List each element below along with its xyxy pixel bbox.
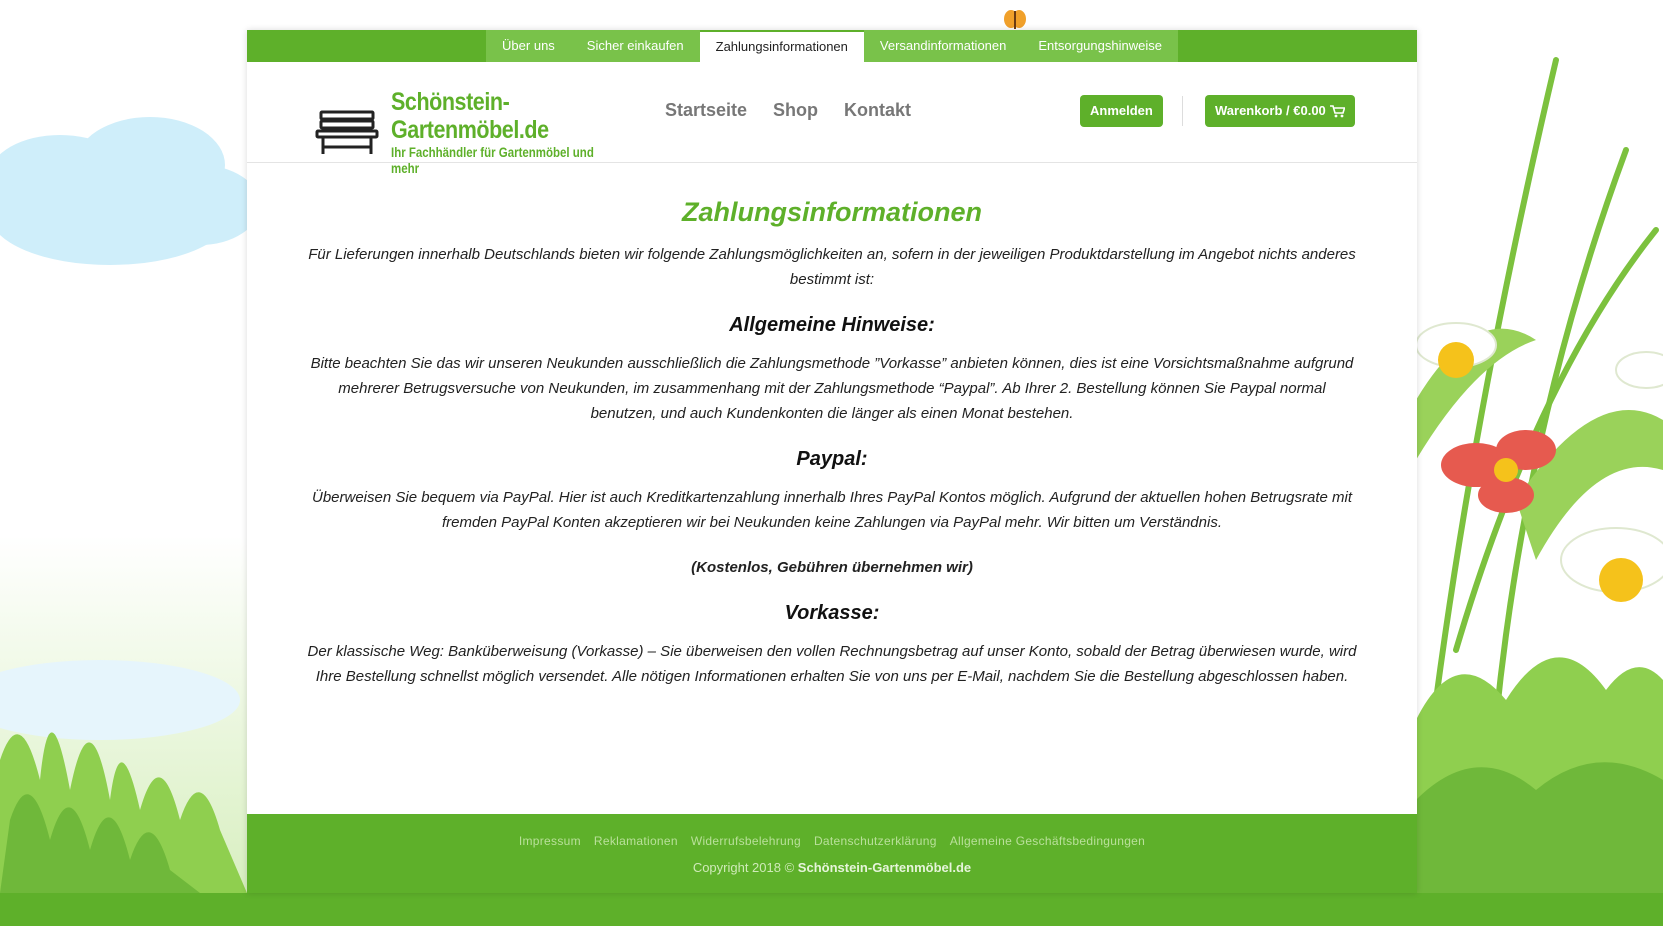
tab-versandinformationen[interactable]: Versandinformationen: [864, 30, 1022, 62]
butterfly-icon: [1002, 6, 1028, 32]
section-text-paypal: Überweisen Sie bequem via PayPal. Hier ist auch Kreditkartenzahlung innerhalb Ihres PayPal Kontos möglich. Aufgrund der aktuellen hohen Betrugsrate mit fremden PayPal Konten akzeptieren wir bei Neukunden keine Zahlungen via PayPal mehr. Wir bitten um Verständnis.: [311, 489, 1353, 531]
footer-link-impressum[interactable]: Impressum: [518, 834, 581, 848]
nav-shop[interactable]: Shop: [773, 100, 819, 120]
copyright-prefix: Copyright 2018 ©: [692, 860, 795, 875]
intro-text: Für Lieferungen innerhalb Deutschlands bieten wir folgende Zahlungsmöglichkeiten an, sofern in der jeweiligen Produktdarstellung im Angebot nichts anderes bestimmt ist:: [308, 246, 1356, 288]
tab-ueber-uns[interactable]: Über uns: [486, 30, 571, 62]
site-header: [247, 62, 1417, 176]
header-divider: [1182, 96, 1183, 126]
section-text-vorkasse: Der klassische Weg: Banküberweisung (Vorkasse) – Sie überweisen den vollen Rechnungsbetrag auf unser Konto, sobald der Betrag überwiesen wurde, wird Ihre Bestellung schnellst möglich versendet. Alle nötigen Informationen erhalten Sie von uns per E-Mail, nachdem Sie die Bestellung abgeschlossen haben.: [307, 643, 1357, 685]
tab-entsorgungshinweise[interactable]: Entsorgungshinweise: [1022, 30, 1178, 62]
main-navigation: [665, 100, 911, 121]
section-heading-vorkasse: Vorkasse:: [784, 602, 880, 624]
footer-link-agb[interactable]: Allgemeine Geschäftsbedingungen: [949, 834, 1146, 848]
background-right-decoration: [1416, 0, 1663, 893]
bench-logo-icon: [315, 109, 379, 155]
footer-link-widerrufsbelehrung[interactable]: Widerrufsbelehrung: [690, 834, 801, 848]
page-container: [247, 30, 1417, 893]
login-button[interactable]: Anmelden: [1080, 95, 1163, 127]
nav-kontakt[interactable]: Kontakt: [844, 100, 912, 120]
logo-name: Schönstein-Gartenmöbel.de: [391, 88, 549, 144]
logo-tagline: Ihr Fachhändler für Gartenmöbel und mehr: [391, 144, 594, 176]
site-logo[interactable]: [315, 88, 661, 176]
footer-link-reklamationen[interactable]: Reklamationen: [593, 834, 678, 848]
page-title: Zahlungsinformationen: [682, 197, 982, 227]
page-bottom-band: [0, 893, 1663, 926]
cart-icon: [1330, 105, 1345, 118]
copyright-text: [247, 860, 1417, 875]
main-content: [247, 197, 1417, 689]
cart-label: Warenkorb / €0.00: [1215, 103, 1326, 118]
copyright-brand: Schönstein-Gartenmöbel.de: [797, 860, 972, 875]
footer-links: [247, 834, 1417, 848]
section-heading-paypal: Paypal:: [796, 448, 868, 470]
tab-sicher-einkaufen[interactable]: Sicher einkaufen: [571, 30, 700, 62]
background-left-decoration: [0, 0, 247, 893]
nav-startseite[interactable]: Startseite: [665, 100, 748, 120]
cart-button[interactable]: [1205, 95, 1355, 127]
paypal-note: (Kostenlos, Gebühren übernehmen wir): [691, 559, 973, 576]
section-heading-allgemeine-hinweise: Allgemeine Hinweise:: [729, 314, 935, 336]
footer-link-datenschutz[interactable]: Datenschutzerklärung: [813, 834, 937, 848]
top-tab-bar: [247, 30, 1417, 62]
tab-zahlungsinformationen[interactable]: Zahlungsinformationen: [700, 32, 864, 62]
site-footer: [247, 814, 1417, 893]
section-text-allgemeine-hinweise: Bitte beachten Sie das wir unseren Neukunden ausschließlich die Zahlungsmethode ”Vorkasse” anbieten können, dies ist eine Vorsichtsmaßnahme aufgrund mehrerer Betrugsversuche von Neukunden, im zusammenhang mit der Zahlungsmethode “Paypal”. Ab Ihrer 2. Bestellung können Sie Paypal normal benutzen, und auch Kundenkonten die länger als einen Monat bestehen.: [310, 355, 1354, 422]
